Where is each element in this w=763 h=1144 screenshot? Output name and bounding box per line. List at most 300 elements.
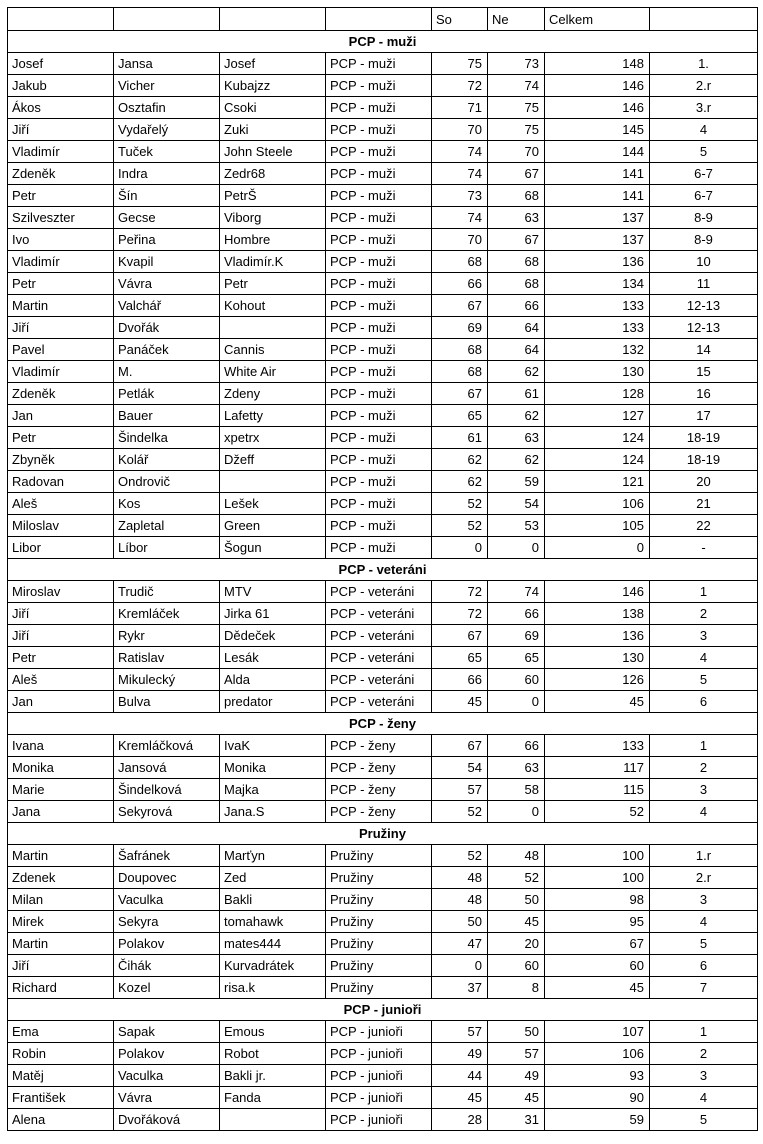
rank-cell: 18-19 (650, 427, 758, 449)
table-row (8, 1043, 758, 1065)
last-name-cell: Dvořáková (114, 1109, 220, 1131)
nickname-cell: xpetrx (220, 427, 326, 449)
header-cell (8, 8, 114, 31)
nickname-cell: Cannis (220, 339, 326, 361)
first-name-cell: Zdeněk (8, 383, 114, 405)
rank-cell: 5 (650, 1109, 758, 1131)
score-total-cell: 144 (545, 141, 650, 163)
score-ne-cell: 53 (488, 515, 545, 537)
table-row (8, 1087, 758, 1109)
score-ne-cell: 0 (488, 691, 545, 713)
score-ne-cell: 62 (488, 361, 545, 383)
score-so-cell: 52 (432, 493, 488, 515)
score-ne-cell: 70 (488, 141, 545, 163)
first-name-cell: Jana (8, 801, 114, 823)
rank-cell: 14 (650, 339, 758, 361)
first-name-cell: Jiří (8, 119, 114, 141)
last-name-cell: Vaculka (114, 1065, 220, 1087)
score-so-cell: 69 (432, 317, 488, 339)
last-name-cell: Ondrovič (114, 471, 220, 493)
nickname-cell (220, 317, 326, 339)
first-name-cell: Vladimír (8, 251, 114, 273)
score-so-cell: 67 (432, 735, 488, 757)
rank-cell: 3 (650, 889, 758, 911)
first-name-cell: Ivana (8, 735, 114, 757)
table-row (8, 515, 758, 537)
score-ne-cell: 66 (488, 603, 545, 625)
score-ne-cell: 45 (488, 911, 545, 933)
score-ne-cell: 60 (488, 955, 545, 977)
score-so-cell: 68 (432, 339, 488, 361)
nickname-cell: Viborg (220, 207, 326, 229)
rank-cell: 15 (650, 361, 758, 383)
first-name-cell: Zdenek (8, 867, 114, 889)
category-cell: PCP - muži (326, 383, 432, 405)
score-so-cell: 68 (432, 361, 488, 383)
table-row (8, 1065, 758, 1087)
last-name-cell: Osztafin (114, 97, 220, 119)
score-so-cell: 70 (432, 119, 488, 141)
score-total-cell: 98 (545, 889, 650, 911)
rank-cell: 10 (650, 251, 758, 273)
header-row (8, 8, 758, 31)
nickname-cell: Kurvadrátek (220, 955, 326, 977)
nickname-cell: Jana.S (220, 801, 326, 823)
category-cell: PCP - muži (326, 493, 432, 515)
category-cell: PCP - veteráni (326, 581, 432, 603)
table-row (8, 933, 758, 955)
category-cell: PCP - muži (326, 75, 432, 97)
rank-cell: 2.r (650, 75, 758, 97)
score-so-cell: 49 (432, 1043, 488, 1065)
score-ne-cell: 68 (488, 273, 545, 295)
nickname-cell: IvaK (220, 735, 326, 757)
category-cell: PCP - muži (326, 251, 432, 273)
last-name-cell: Panáček (114, 339, 220, 361)
category-cell: Pružiny (326, 955, 432, 977)
score-ne-cell: 54 (488, 493, 545, 515)
score-ne-cell: 73 (488, 53, 545, 75)
score-so-cell: 37 (432, 977, 488, 999)
score-total-cell: 130 (545, 361, 650, 383)
category-cell: PCP - ženy (326, 779, 432, 801)
first-name-cell: Vladimír (8, 141, 114, 163)
nickname-cell: Marťyn (220, 845, 326, 867)
score-so-cell: 66 (432, 669, 488, 691)
score-total-cell: 138 (545, 603, 650, 625)
nickname-cell: Hombre (220, 229, 326, 251)
score-ne-cell: 8 (488, 977, 545, 999)
score-total-cell: 60 (545, 955, 650, 977)
nickname-cell: Monika (220, 757, 326, 779)
nickname-cell: Lešek (220, 493, 326, 515)
category-cell: Pružiny (326, 889, 432, 911)
first-name-cell: Jakub (8, 75, 114, 97)
score-so-cell: 62 (432, 449, 488, 471)
score-total-cell: 146 (545, 97, 650, 119)
nickname-cell: Kubajzz (220, 75, 326, 97)
score-so-cell: 50 (432, 911, 488, 933)
score-so-cell: 75 (432, 53, 488, 75)
score-total-cell: 45 (545, 977, 650, 999)
header-cell (326, 8, 432, 31)
rank-cell: 6-7 (650, 163, 758, 185)
score-total-cell: 133 (545, 735, 650, 757)
nickname-cell: Robot (220, 1043, 326, 1065)
score-so-cell: 66 (432, 273, 488, 295)
score-ne-cell: 64 (488, 317, 545, 339)
rank-cell: 11 (650, 273, 758, 295)
nickname-cell (220, 471, 326, 493)
score-ne-cell: 75 (488, 119, 545, 141)
last-name-cell: Polakov (114, 933, 220, 955)
score-ne-cell: 65 (488, 647, 545, 669)
table-row (8, 625, 758, 647)
section-header-row (8, 999, 758, 1021)
table-row (8, 317, 758, 339)
score-so-cell: 44 (432, 1065, 488, 1087)
nickname-cell: predator (220, 691, 326, 713)
score-total-cell: 145 (545, 119, 650, 141)
table-row (8, 141, 758, 163)
last-name-cell: Kremláčková (114, 735, 220, 757)
header-ne: Ne (488, 8, 545, 31)
first-name-cell: Ákos (8, 97, 114, 119)
score-total-cell: 90 (545, 1087, 650, 1109)
last-name-cell: Sekyra (114, 911, 220, 933)
score-ne-cell: 62 (488, 405, 545, 427)
nickname-cell: Zedr68 (220, 163, 326, 185)
first-name-cell: Marie (8, 779, 114, 801)
score-total-cell: 107 (545, 1021, 650, 1043)
nickname-cell: Emous (220, 1021, 326, 1043)
score-ne-cell: 52 (488, 867, 545, 889)
score-ne-cell: 63 (488, 757, 545, 779)
score-so-cell: 47 (432, 933, 488, 955)
category-cell: Pružiny (326, 867, 432, 889)
section-header-row (8, 31, 758, 53)
first-name-cell: Ema (8, 1021, 114, 1043)
nickname-cell: Lesák (220, 647, 326, 669)
score-so-cell: 28 (432, 1109, 488, 1131)
section-title: PCP - ženy (8, 713, 758, 735)
category-cell: PCP - junioři (326, 1065, 432, 1087)
table-row (8, 669, 758, 691)
table-row (8, 383, 758, 405)
score-total-cell: 137 (545, 207, 650, 229)
score-total-cell: 106 (545, 493, 650, 515)
table-row (8, 801, 758, 823)
rank-cell: 1.r (650, 845, 758, 867)
last-name-cell: Kozel (114, 977, 220, 999)
score-so-cell: 52 (432, 845, 488, 867)
category-cell: Pružiny (326, 845, 432, 867)
header-celkem: Celkem (545, 8, 650, 31)
first-name-cell: Petr (8, 185, 114, 207)
score-so-cell: 67 (432, 625, 488, 647)
first-name-cell: Martin (8, 845, 114, 867)
nickname-cell: risa.k (220, 977, 326, 999)
score-total-cell: 141 (545, 185, 650, 207)
last-name-cell: Rykr (114, 625, 220, 647)
score-ne-cell: 69 (488, 625, 545, 647)
table-row (8, 1021, 758, 1043)
category-cell: PCP - muži (326, 97, 432, 119)
score-so-cell: 72 (432, 603, 488, 625)
table-row (8, 955, 758, 977)
table-row (8, 647, 758, 669)
nickname-cell: MTV (220, 581, 326, 603)
rank-cell: 5 (650, 141, 758, 163)
first-name-cell: Radovan (8, 471, 114, 493)
score-so-cell: 48 (432, 889, 488, 911)
last-name-cell: Jansová (114, 757, 220, 779)
category-cell: PCP - veteráni (326, 691, 432, 713)
category-cell: PCP - muži (326, 141, 432, 163)
table-row (8, 427, 758, 449)
table-row (8, 207, 758, 229)
category-cell: PCP - muži (326, 471, 432, 493)
last-name-cell: Sapak (114, 1021, 220, 1043)
header-cell (220, 8, 326, 31)
score-ne-cell: 64 (488, 339, 545, 361)
last-name-cell: Šín (114, 185, 220, 207)
category-cell: Pružiny (326, 911, 432, 933)
score-so-cell: 57 (432, 1021, 488, 1043)
score-total-cell: 148 (545, 53, 650, 75)
score-so-cell: 57 (432, 779, 488, 801)
header-cell (114, 8, 220, 31)
first-name-cell: Petr (8, 427, 114, 449)
score-so-cell: 74 (432, 163, 488, 185)
score-so-cell: 45 (432, 1087, 488, 1109)
score-ne-cell: 66 (488, 295, 545, 317)
first-name-cell: Robin (8, 1043, 114, 1065)
section-title: PCP - veteráni (8, 559, 758, 581)
last-name-cell: Bulva (114, 691, 220, 713)
table-row (8, 845, 758, 867)
score-so-cell: 67 (432, 383, 488, 405)
score-total-cell: 127 (545, 405, 650, 427)
nickname-cell: Green (220, 515, 326, 537)
nickname-cell (220, 1109, 326, 1131)
first-name-cell: Petr (8, 273, 114, 295)
score-total-cell: 93 (545, 1065, 650, 1087)
rank-cell: 16 (650, 383, 758, 405)
last-name-cell: Indra (114, 163, 220, 185)
last-name-cell: Vicher (114, 75, 220, 97)
score-ne-cell: 50 (488, 1021, 545, 1043)
first-name-cell: Monika (8, 757, 114, 779)
section-title: Pružiny (8, 823, 758, 845)
category-cell: PCP - muži (326, 119, 432, 141)
first-name-cell: Miloslav (8, 515, 114, 537)
last-name-cell: Vaculka (114, 889, 220, 911)
score-total-cell: 133 (545, 295, 650, 317)
rank-cell: 2 (650, 757, 758, 779)
category-cell: Pružiny (326, 977, 432, 999)
score-total-cell: 95 (545, 911, 650, 933)
score-total-cell: 133 (545, 317, 650, 339)
first-name-cell: Ivo (8, 229, 114, 251)
first-name-cell: Jan (8, 405, 114, 427)
category-cell: Pružiny (326, 933, 432, 955)
last-name-cell: Peřina (114, 229, 220, 251)
rank-cell: 4 (650, 911, 758, 933)
category-cell: PCP - ženy (326, 801, 432, 823)
first-name-cell: Libor (8, 537, 114, 559)
rank-cell: 6-7 (650, 185, 758, 207)
nickname-cell: Zed (220, 867, 326, 889)
header-rank (650, 8, 758, 31)
last-name-cell: Kvapil (114, 251, 220, 273)
last-name-cell: Jansa (114, 53, 220, 75)
table-row (8, 185, 758, 207)
rank-cell: 5 (650, 933, 758, 955)
nickname-cell: Csoki (220, 97, 326, 119)
rank-cell: 6 (650, 955, 758, 977)
rank-cell: 20 (650, 471, 758, 493)
last-name-cell: Šindelková (114, 779, 220, 801)
table-row (8, 867, 758, 889)
score-so-cell: 45 (432, 691, 488, 713)
first-name-cell: Milan (8, 889, 114, 911)
last-name-cell: Vávra (114, 273, 220, 295)
table-row (8, 735, 758, 757)
last-name-cell: Gecse (114, 207, 220, 229)
rank-cell: 21 (650, 493, 758, 515)
score-so-cell: 74 (432, 207, 488, 229)
score-ne-cell: 59 (488, 471, 545, 493)
table-row (8, 449, 758, 471)
nickname-cell: mates444 (220, 933, 326, 955)
score-ne-cell: 50 (488, 889, 545, 911)
last-name-cell: Vydařelý (114, 119, 220, 141)
nickname-cell: Šogun (220, 537, 326, 559)
header-so: So (432, 8, 488, 31)
category-cell: PCP - muži (326, 361, 432, 383)
last-name-cell: Tuček (114, 141, 220, 163)
score-total-cell: 105 (545, 515, 650, 537)
rank-cell: 12-13 (650, 317, 758, 339)
last-name-cell: Bauer (114, 405, 220, 427)
rank-cell: 1 (650, 735, 758, 757)
nickname-cell: Zuki (220, 119, 326, 141)
first-name-cell: Matěj (8, 1065, 114, 1087)
score-ne-cell: 66 (488, 735, 545, 757)
score-ne-cell: 49 (488, 1065, 545, 1087)
first-name-cell: Jiří (8, 317, 114, 339)
table-row (8, 1109, 758, 1131)
score-so-cell: 71 (432, 97, 488, 119)
nickname-cell: Petr (220, 273, 326, 295)
table-row (8, 229, 758, 251)
category-cell: PCP - junioři (326, 1109, 432, 1131)
first-name-cell: Alena (8, 1109, 114, 1131)
table-row (8, 53, 758, 75)
nickname-cell: tomahawk (220, 911, 326, 933)
section-title: PCP - muži (8, 31, 758, 53)
category-cell: PCP - veteráni (326, 669, 432, 691)
table-row (8, 163, 758, 185)
rank-cell: 8-9 (650, 229, 758, 251)
rank-cell: 8-9 (650, 207, 758, 229)
last-name-cell: Vávra (114, 1087, 220, 1109)
last-name-cell: Dvořák (114, 317, 220, 339)
score-so-cell: 54 (432, 757, 488, 779)
category-cell: PCP - muži (326, 537, 432, 559)
score-so-cell: 68 (432, 251, 488, 273)
table-row (8, 339, 758, 361)
first-name-cell: Martin (8, 295, 114, 317)
score-so-cell: 67 (432, 295, 488, 317)
last-name-cell: Sekyrová (114, 801, 220, 823)
rank-cell: 22 (650, 515, 758, 537)
last-name-cell: Petlák (114, 383, 220, 405)
last-name-cell: Valchář (114, 295, 220, 317)
table-row (8, 361, 758, 383)
category-cell: PCP - muži (326, 53, 432, 75)
last-name-cell: Kolář (114, 449, 220, 471)
table-row (8, 251, 758, 273)
score-total-cell: 52 (545, 801, 650, 823)
results-table (7, 7, 758, 1131)
nickname-cell: Majka (220, 779, 326, 801)
score-total-cell: 136 (545, 251, 650, 273)
nickname-cell: PetrŠ (220, 185, 326, 207)
score-so-cell: 61 (432, 427, 488, 449)
last-name-cell: Šindelka (114, 427, 220, 449)
rank-cell: 6 (650, 691, 758, 713)
first-name-cell: Zbyněk (8, 449, 114, 471)
score-so-cell: 0 (432, 955, 488, 977)
score-total-cell: 137 (545, 229, 650, 251)
last-name-cell: Polakov (114, 1043, 220, 1065)
score-ne-cell: 63 (488, 427, 545, 449)
rank-cell: 4 (650, 801, 758, 823)
category-cell: PCP - veteráni (326, 603, 432, 625)
score-ne-cell: 0 (488, 537, 545, 559)
table-row (8, 977, 758, 999)
first-name-cell: Martin (8, 933, 114, 955)
score-total-cell: 126 (545, 669, 650, 691)
score-total-cell: 45 (545, 691, 650, 713)
first-name-cell: Vladimír (8, 361, 114, 383)
rank-cell: 4 (650, 119, 758, 141)
last-name-cell: Kremláček (114, 603, 220, 625)
first-name-cell: Jan (8, 691, 114, 713)
score-so-cell: 62 (432, 471, 488, 493)
score-ne-cell: 45 (488, 1087, 545, 1109)
score-total-cell: 124 (545, 427, 650, 449)
rank-cell: 18-19 (650, 449, 758, 471)
last-name-cell: M. (114, 361, 220, 383)
first-name-cell: Petr (8, 647, 114, 669)
category-cell: PCP - junioři (326, 1021, 432, 1043)
score-ne-cell: 63 (488, 207, 545, 229)
score-ne-cell: 48 (488, 845, 545, 867)
nickname-cell: Kohout (220, 295, 326, 317)
score-so-cell: 72 (432, 75, 488, 97)
first-name-cell: Miroslav (8, 581, 114, 603)
rank-cell: 3 (650, 1065, 758, 1087)
score-so-cell: 0 (432, 537, 488, 559)
table-row (8, 603, 758, 625)
category-cell: PCP - muži (326, 229, 432, 251)
category-cell: PCP - muži (326, 163, 432, 185)
table-row (8, 295, 758, 317)
rank-cell: 4 (650, 647, 758, 669)
